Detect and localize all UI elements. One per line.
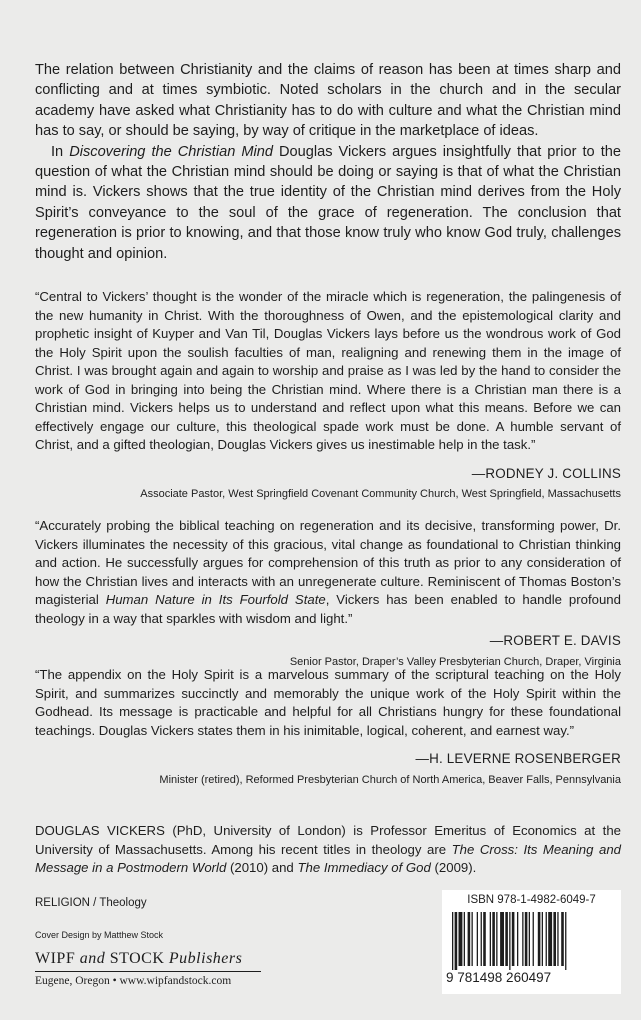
cited-book-title: Human Nature in Its Fourfold State: [105, 592, 326, 607]
barcode-bar: [459, 912, 463, 966]
author-bio: DOUGLAS VICKERS (PhD, University of London) is Professor Emeritus of Economics at the University of Massachusetts. Among his recent titles in theology are The Cross: Its Meaning and Message in a Postmodern World (2010) and The Immediacy of God (2009).: [35, 823, 621, 875]
barcode-bar: [533, 912, 534, 966]
barcode-bar: [512, 912, 515, 966]
barcode-bar: [529, 912, 530, 966]
barcode-bar: [468, 912, 471, 966]
endorser-role: Associate Pastor, West Springfield Covenant Community Church, West Springfield, Massachusetts: [140, 488, 621, 500]
title-immediacy: The Immediacy of God: [297, 860, 431, 875]
barcode-bar: [548, 912, 552, 966]
barcode-bar: [505, 912, 508, 966]
barcode-bar: [525, 912, 528, 966]
barcode-bar: [490, 912, 491, 966]
endorser-role: Minister (retired), Reformed Presbyterian Church of North America, Beaver Falls, Pennsylvania: [159, 773, 621, 786]
endorsement-text: “Central to Vickers’ thought is the wonder of the miracle which is regeneration, the palingenesis of the new humanity in Christ. With the thoroughness of Owen, and the epistemological clarity and prophetic insight of Kuyper and Van Til, Douglas Vickers lays before us the wondrous work of God the Holy Spirit upon the soulish faculties of man, realigning and renewing them in the image of Christ. I was brought again and again to worship and praise as I was led by the hand to consider the work of God in bringing into being the Christian mind. Where there is a Christian man there is a Christian mind. Vickers helps us to understand and reflect upon what this means. Before we can effectively engage our culture, this theological spade work must be done. A humble servant of Christ, and a gifted theologian, Douglas Vickers gives us inestimable help in the task.”: [35, 289, 621, 452]
barcode-bar: [522, 912, 523, 966]
endorser-name: —RODNEY J. COLLINS: [471, 465, 621, 481]
cover-design-credit: Cover Design by Matthew Stock: [35, 930, 164, 940]
barcode-bar: [464, 912, 465, 966]
endorsement-text: “Accurately probing the biblical teaching on regeneration and its decisive, transforming power, Dr. Vickers illuminates the necessity of this gracious, vital change as foundational to Christian thinking and action. He successfully argues for comprehension of this truth as prior to any consideration of how the Christian lives and interacts with an unregenerate culture. Reminiscent of Thomas Boston’s magisterial Human Nature in Its Fourfold State, Vickers has been enabled to handle profound theology in a way that sparkles with wisdom and light.”: [35, 518, 621, 626]
barcode-bar: [509, 912, 510, 970]
endorsement-text: “The appendix on the Holy Spirit is a marvelous summary of the scriptural teaching on the Holy Spirit, and summarizes succinctly and memorably the unique work of the Holy Spirit within the Godhead. Its message is practicable and helpful for all Christians hungry for these foundational teachings. Douglas Vickers states them in his inimitable, logical, coherent, and earnest way.”: [35, 667, 621, 738]
description-blurb: [35, 60, 621, 264]
barcode-bar: [455, 912, 458, 970]
barcode-bar: [483, 912, 486, 966]
title-the-cross: The Cross: Its Meaning and Message in a Postmodern World: [35, 841, 621, 875]
barcode-bar: [565, 912, 566, 970]
barcode-bar: [481, 912, 482, 966]
endorser-name: —H. LEVERNE ROSENBERGER: [415, 751, 621, 766]
barcode-bar: [561, 912, 564, 966]
category-label: RELIGION / Theology: [35, 897, 147, 909]
publisher-name: WIPF and STOCK Publishers: [35, 950, 261, 972]
barcode-bar: [538, 912, 541, 966]
barcode-bar: [477, 912, 478, 966]
isbn-barcode: [442, 890, 621, 994]
publisher-location: Eugene, Oregon • www.wipfandstock.com: [35, 975, 232, 987]
blurb-paragraph-2: In Discovering the Christian Mind Douglas Vickers argues insightfully that prior to the question of what the Christian mind should be doing or saying is that of what the Christian mind is. Vickers shows that the true identity of the Christian mind derives from the Holy Spirit’s conveyance to the soul of the grace of regeneration. The conclusion that regeneration is prior to knowing, and that those know truly who know God truly, challenges thought and opinion.: [35, 143, 621, 262]
endorsement-davis: [35, 517, 621, 671]
barcode-bar: [472, 912, 473, 966]
endorsement-rosenberger: [35, 666, 621, 789]
barcode-bar: [546, 912, 547, 966]
publisher-logo: [35, 950, 261, 987]
book-title: Discovering the Christian Mind: [69, 143, 273, 160]
barcode-bar: [553, 912, 556, 966]
barcode-bar: [452, 912, 453, 970]
endorser-role: Senior Pastor, Draper’s Valley Presbyterian Church, Draper, Virginia: [289, 655, 621, 668]
barcode-bar: [557, 912, 558, 966]
barcode-bar: [500, 912, 504, 966]
barcode-bar: [517, 912, 518, 966]
barcode-bar: [492, 912, 495, 966]
isbn-number: ISBN 978-1-4982-6049-7: [467, 894, 596, 906]
barcode-bars: [450, 912, 614, 970]
barcode-bar: [542, 912, 543, 966]
endorser-name: —ROBERT E. DAVIS: [489, 633, 621, 648]
blurb-paragraph-1: The relation between Christianity and the claims of reason has been at times sharp and conflicting and at times symbiotic. Noted scholars in the church and in the secular academy have asked what Christianity has to do with culture and what the Christian mind has to say, or should be saying, by way of critique in the marketplace of ideas.: [35, 62, 621, 140]
barcode-bar: [496, 912, 497, 966]
barcode-digits: 9 781498 260497: [446, 970, 552, 985]
endorsement-collins: [35, 288, 621, 504]
